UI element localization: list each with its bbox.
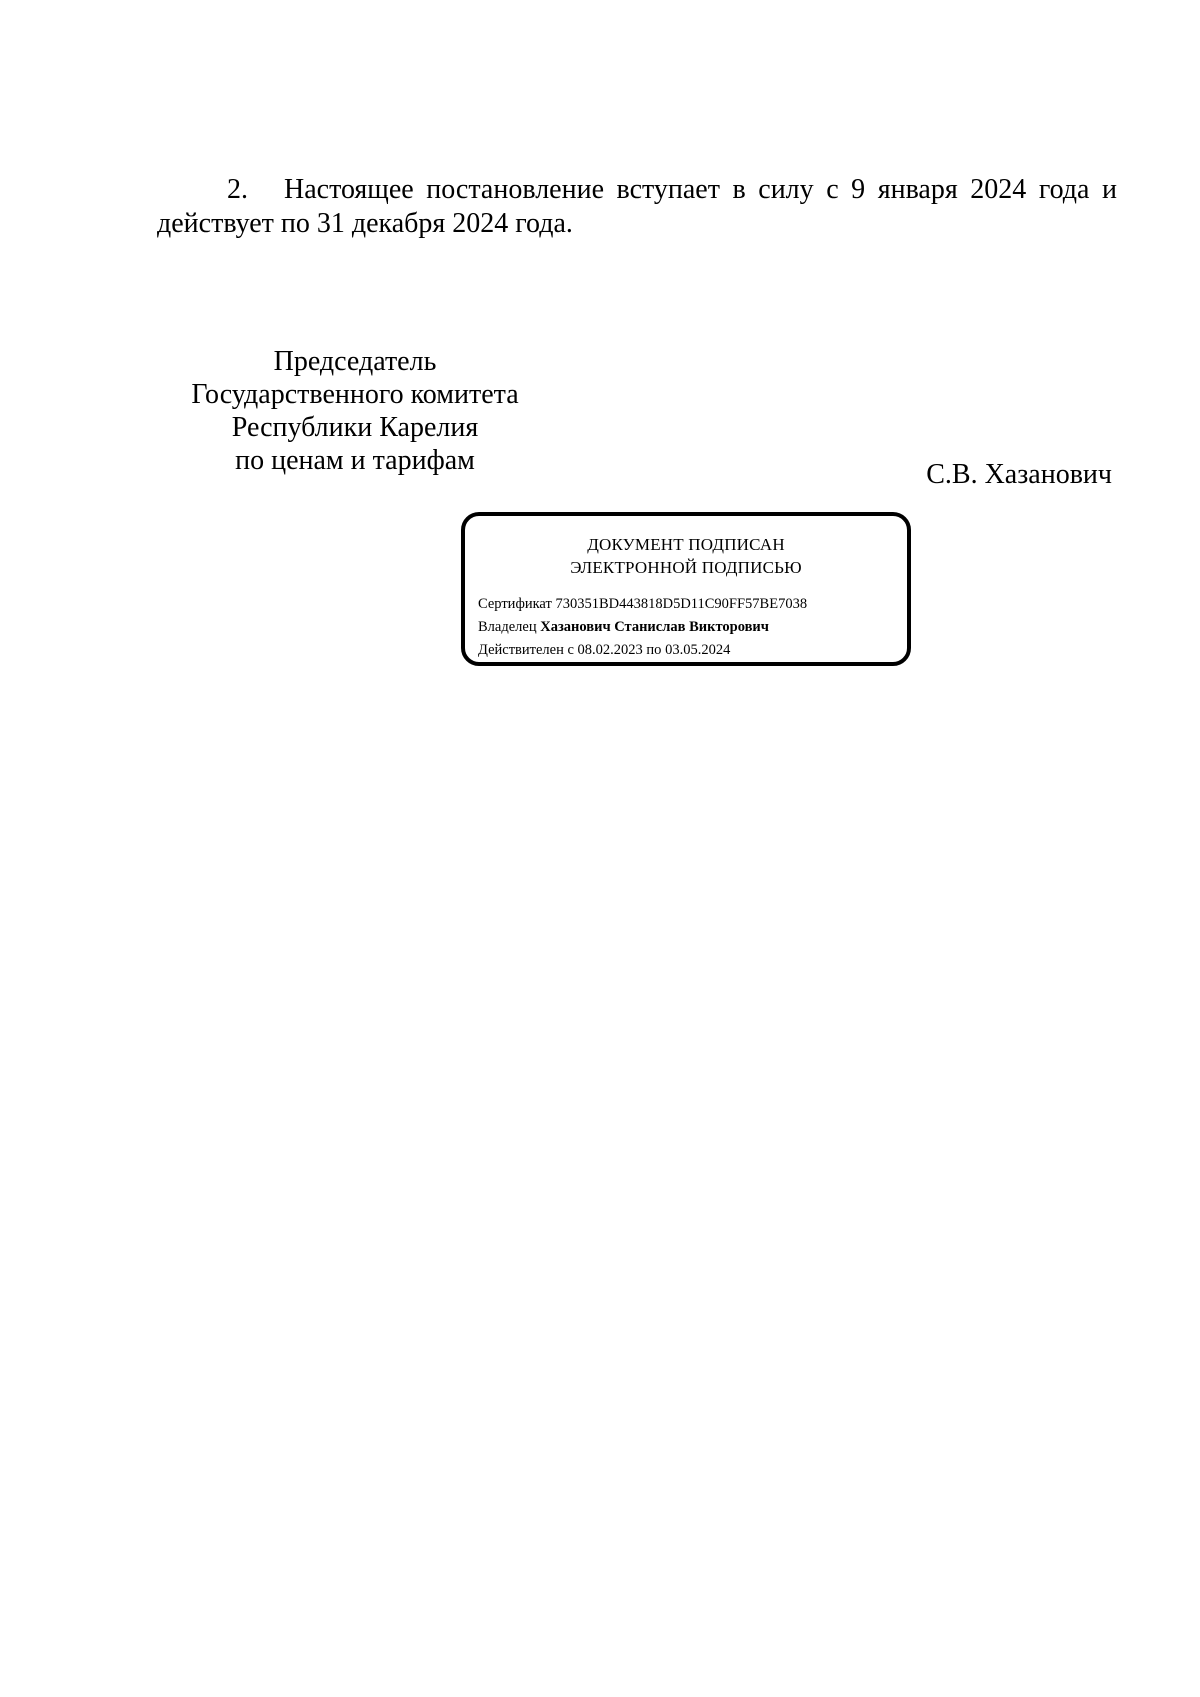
signer-position-line: Республики Карелия — [231, 412, 479, 443]
stamp-heading-line: ДОКУМЕНТ ПОДПИСАН — [587, 535, 785, 554]
signer-name: С.В. Хазанович — [926, 459, 1112, 490]
owner-value: Хазанович Станислав Викторович — [540, 619, 769, 635]
stamp-details — [478, 593, 807, 662]
valid-to-date: 03.05.2024 — [665, 642, 731, 658]
valid-from-prefix: с — [567, 642, 574, 658]
signer-position-line: Председатель — [273, 346, 437, 377]
signer-position-line: по ценам и тарифам — [235, 445, 475, 476]
valid-from-date: 08.02.2023 — [577, 642, 643, 658]
resolution-paragraph — [157, 173, 1117, 241]
stamp-owner-row — [478, 616, 807, 639]
valid-label: Действителен — [478, 642, 564, 658]
signer-position — [175, 345, 535, 477]
stamp-heading — [465, 533, 907, 579]
paragraph-text: Настоящее постановление вступает в силу с 9 января 2024 года и действует по 31 декабря 2024 года. — [157, 174, 1117, 239]
certificate-value: 730351BD443818D5D11C90FF57BE7038 — [555, 596, 808, 612]
paragraph-number: 2. — [227, 174, 248, 205]
signer-position-line: Государственного комитета — [191, 379, 519, 410]
electronic-signature-stamp — [461, 512, 911, 666]
stamp-certificate-row — [478, 593, 807, 616]
valid-to-prefix: по — [646, 642, 662, 658]
owner-label: Владелец — [478, 619, 537, 635]
stamp-heading-line: ЭЛЕКТРОННОЙ ПОДПИСЬЮ — [570, 558, 802, 577]
certificate-label: Сертификат — [478, 596, 552, 612]
stamp-validity-row — [478, 639, 807, 662]
